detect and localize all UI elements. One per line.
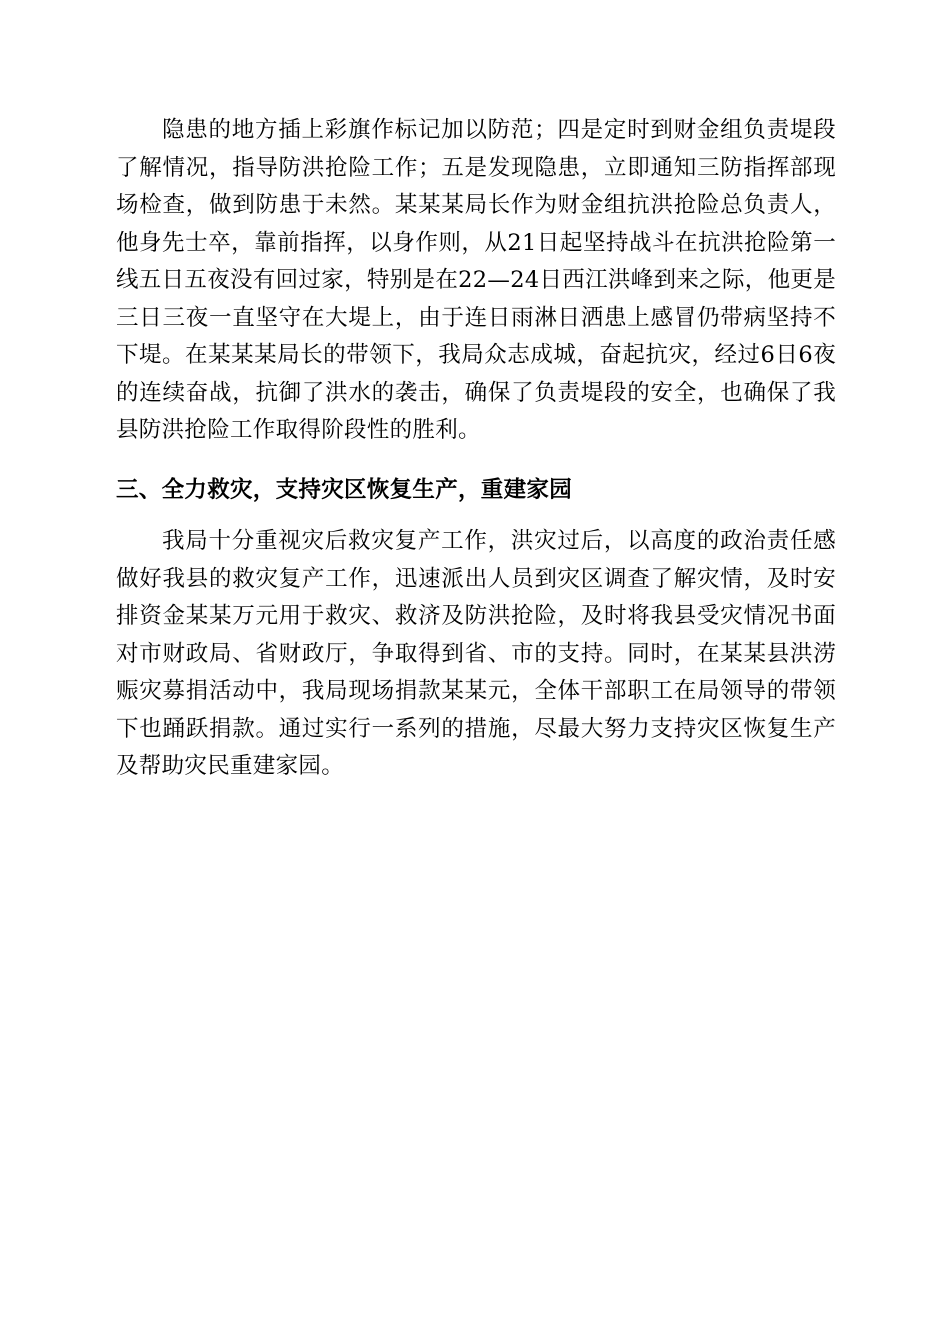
section-heading-disaster-relief: 三、全力救灾，支持灾区恢复生产，重建家园 bbox=[116, 476, 573, 503]
body-paragraph-relief-work: 我局十分重视灾后救灾复产工作，洪灾过后，以高度的政治责任感做好我县的救灾复产工作，迅速派出人员到灾区调查了解灾情，及时安排资金某某万元用于救灾、救济及防洪抢险，及时将我县受灾情况书面对市财政局、省财政厅，争取得到省、市的支持。同时，在某某县洪涝赈灾募捐活动中，我局现场捐款某某元，全体干部职工在局领导的带领下也踊跃捐款。通过实行一系列的措施，尽最大努力支持灾区恢复生产及帮助灾民重建家园。 bbox=[116, 528, 836, 779]
body-paragraph-flood-defense: 隐患的地方插上彩旗作标记加以防范；四是定时到财金组负责堤段了解情况，指导防洪抢险工作；五是发现隐患，立即通知三防指挥部现场检查，做到防患于未然。某某某局长作为财金组抗洪抢险总负责人，他身先士卒，靠前指挥，以身作则，从21日起坚持战斗在抗洪抢险第一线五日五夜没有回过家，特别是在22—24日西江洪峰到来之际，他更是三日三夜一直坚守在大堤上，由于连日雨淋日洒患上感冒仍带病坚持不下堤。在某某某局长的带领下，我局众志成城，奋起抗灾，经过6日6夜的连续奋战，抗御了洪水的袭击，确保了负责堤段的安全，也确保了我县防洪抢险工作取得阶段性的胜利。 bbox=[116, 117, 836, 443]
document-body bbox=[116, 112, 836, 786]
